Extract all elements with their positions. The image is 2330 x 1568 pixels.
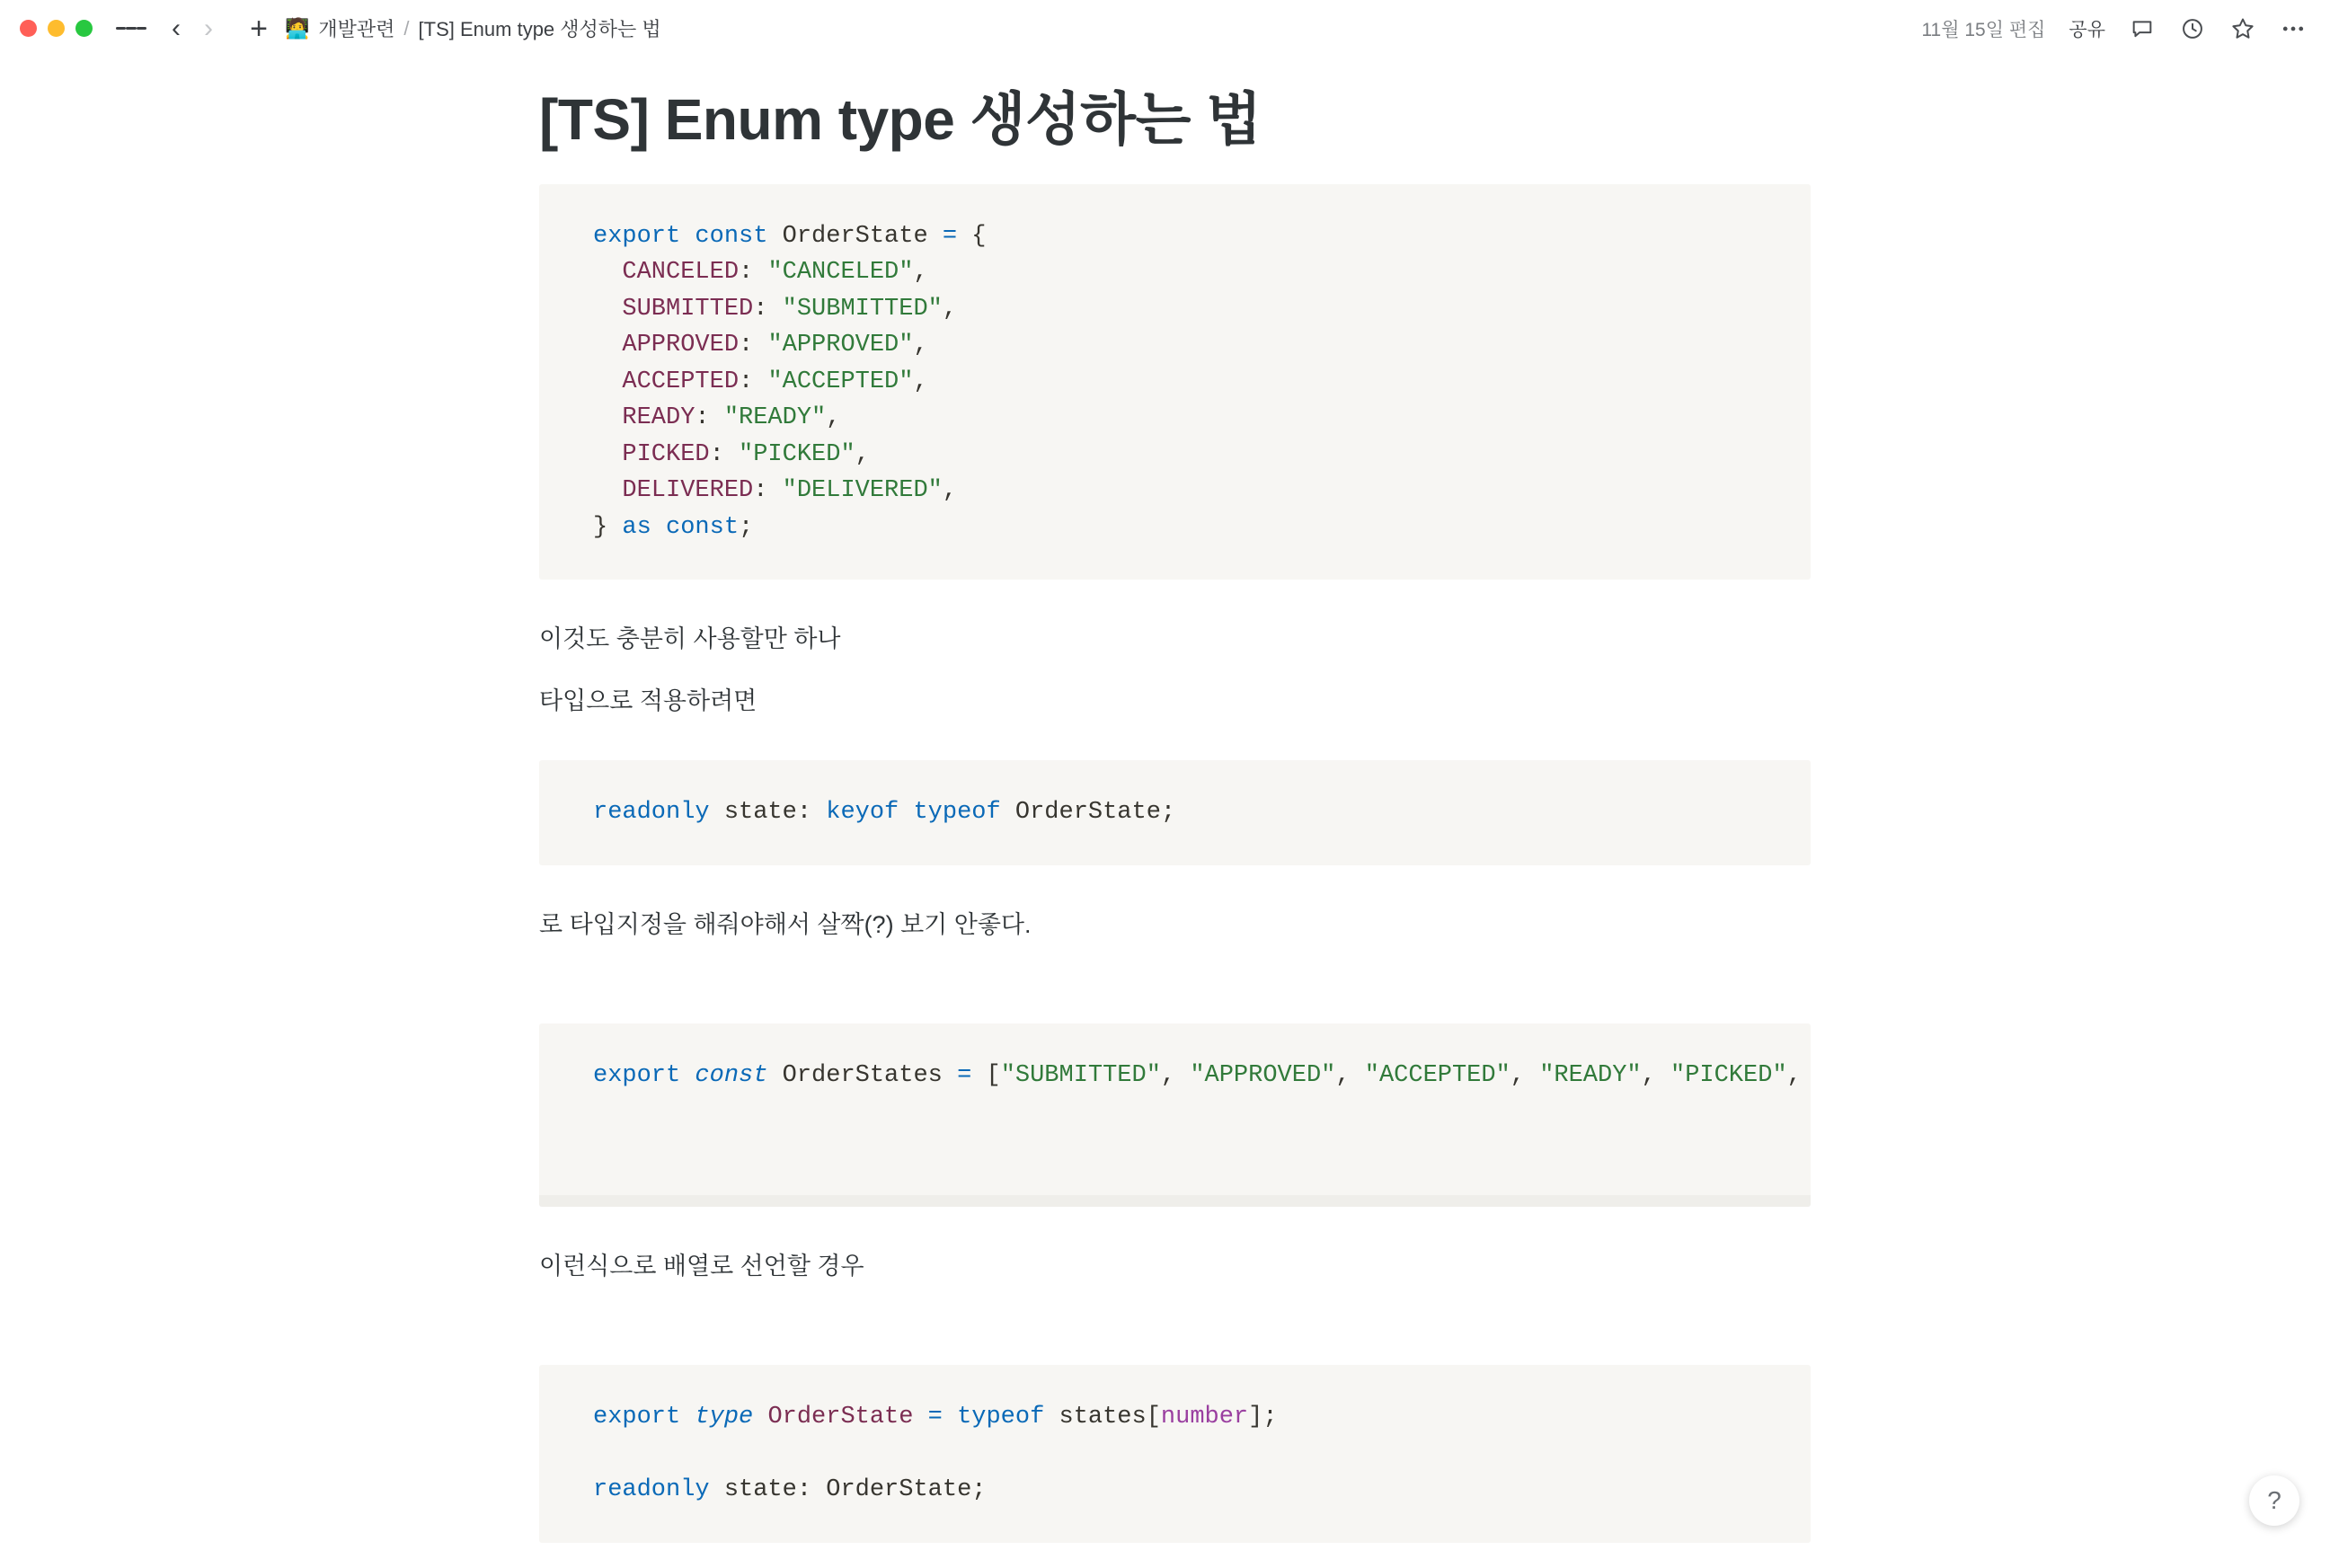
comment-icon[interactable] xyxy=(2129,15,2156,42)
document-content xyxy=(539,87,1811,1543)
last-edited-label: 11월 15일 편집 xyxy=(1921,19,2046,40)
window-titlebar xyxy=(0,0,2330,57)
page-title[interactable]: [TS] Enum type 생성하는 법 xyxy=(539,87,1262,152)
chevron-left-icon[interactable]: ‹ xyxy=(172,13,181,43)
star-icon[interactable] xyxy=(2229,15,2256,42)
maximize-window-button[interactable] xyxy=(75,20,93,37)
paragraph-1[interactable]: 이것도 충분히 사용할만 하나 xyxy=(539,625,841,653)
ellipsis-icon[interactable] xyxy=(2280,15,2307,42)
clock-icon[interactable] xyxy=(2179,15,2206,42)
code-block-2[interactable]: readonly state: keyof typeof OrderState; xyxy=(539,760,1811,865)
code-block-4[interactable]: export type OrderState = typeof states[number]; readonly state: OrderState; xyxy=(539,1365,1811,1543)
help-label: ? xyxy=(2267,1486,2281,1514)
close-window-button[interactable] xyxy=(20,20,37,37)
breadcrumb-parent[interactable]: 개발관련 xyxy=(318,18,395,40)
chevron-right-icon[interactable]: › xyxy=(204,13,213,43)
code-block-3[interactable]: export const OrderStates = ["SUBMITTED", "APPROVED", "ACCEPTED", "READY", "PICKED", xyxy=(539,1023,1811,1207)
code-block-1[interactable]: export const OrderState = { CANCELED: "CANCELED", SUBMITTED: "SUBMITTED", APPROVED: "APPROVED", ACCEPTED: "ACCEPTED", READY: "READY", PICKED: "PICKED", DELIVERED: "DELIVERED", } as const; xyxy=(539,184,1811,580)
plus-icon[interactable]: + xyxy=(250,11,268,46)
paragraph-3[interactable]: 로 타입지정을 해줘야해서 살짝(?) 보기 안좋다. xyxy=(539,910,1032,938)
paragraph-2[interactable]: 타입으로 적용하려면 xyxy=(539,687,757,714)
breadcrumb-separator: / xyxy=(403,16,410,40)
window-controls xyxy=(20,20,93,37)
share-button[interactable]: 공유 xyxy=(2069,19,2105,40)
page-emoji-icon: 🧑‍💻 xyxy=(285,16,310,40)
paragraph-4[interactable]: 이런식으로 배열로 선언할 경우 xyxy=(539,1252,864,1280)
titlebar-actions xyxy=(1921,15,2307,42)
code-horizontal-scrollbar[interactable] xyxy=(539,1195,1811,1207)
minimize-window-button[interactable] xyxy=(48,20,65,37)
help-button[interactable] xyxy=(2249,1475,2299,1526)
document-scroll-area[interactable] xyxy=(0,87,2330,1556)
breadcrumb xyxy=(285,14,661,42)
hamburger-icon[interactable] xyxy=(116,13,146,44)
breadcrumb-current[interactable]: [TS] Enum type 생성하는 법 xyxy=(418,18,661,40)
